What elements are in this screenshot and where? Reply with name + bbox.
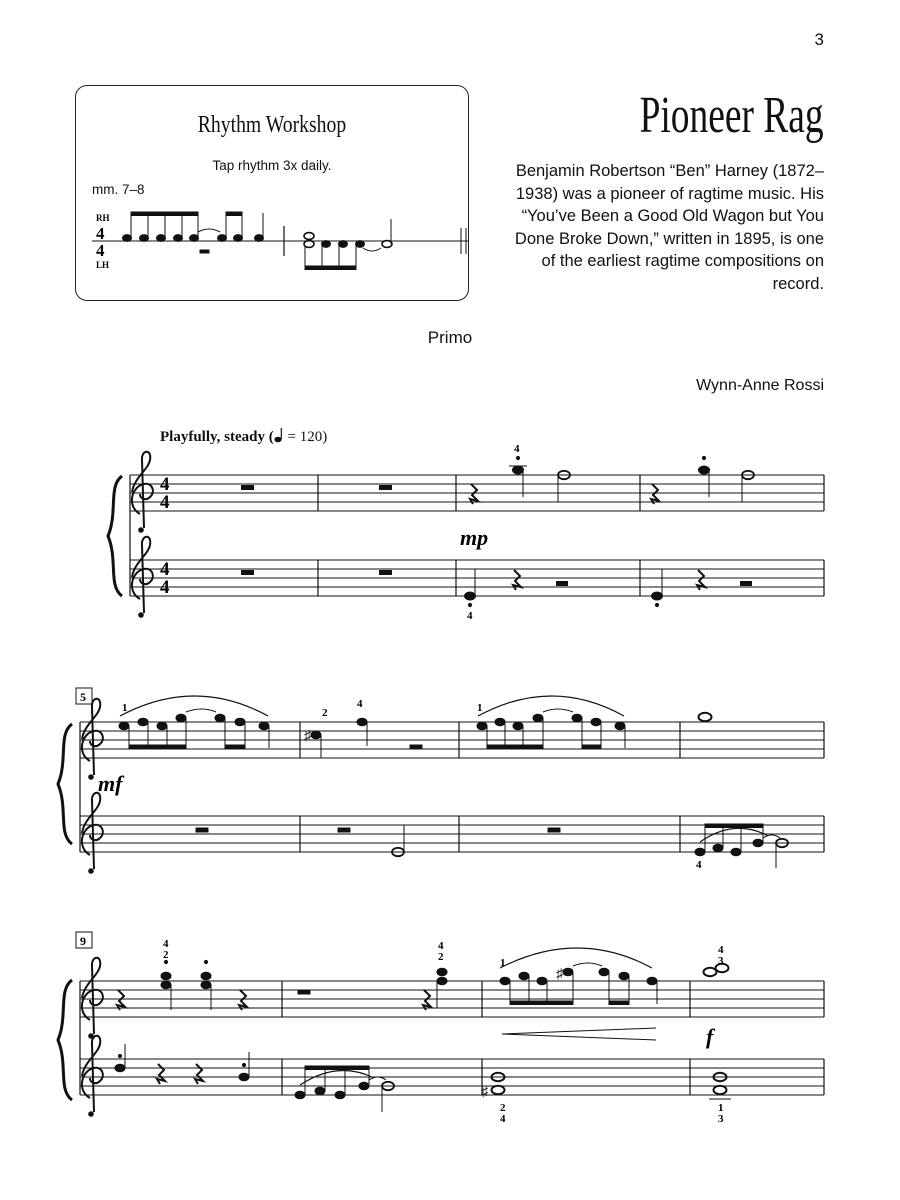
treble-clef-icon bbox=[82, 699, 103, 780]
dynamic-marking: f bbox=[706, 1024, 714, 1049]
brace-1 bbox=[108, 476, 122, 596]
measure-number: 9 bbox=[80, 934, 86, 948]
notes-3 bbox=[115, 948, 731, 1112]
fingering: 2 bbox=[500, 1102, 506, 1114]
time-sig: 4 bbox=[160, 577, 170, 598]
fingering: 1 bbox=[718, 1102, 724, 1114]
svg-text:♯: ♯ bbox=[556, 967, 563, 982]
time-sig: 4 bbox=[160, 474, 170, 495]
rhythm-workshop-title: Rhythm Workshop bbox=[197, 112, 347, 138]
fingering: 3 bbox=[718, 955, 724, 967]
system-2 bbox=[58, 688, 824, 874]
dynamic-marking: mf bbox=[98, 771, 123, 796]
notes-1 bbox=[465, 456, 755, 606]
treble-clef-icon bbox=[132, 452, 153, 533]
part-label: Primo bbox=[427, 328, 473, 347]
piece-title: Pioneer Rag bbox=[639, 87, 824, 144]
time-sig-top: 4 bbox=[96, 224, 105, 243]
fingering: 1 bbox=[122, 702, 128, 714]
svg-text:♯: ♯ bbox=[481, 1085, 488, 1100]
bass-staff-2 bbox=[80, 816, 824, 852]
fingering: 1 bbox=[477, 702, 483, 714]
time-sig: 4 bbox=[160, 559, 170, 580]
time-sig: 4 bbox=[160, 492, 170, 513]
brace-2 bbox=[58, 724, 72, 844]
fingering: 3 bbox=[718, 1113, 724, 1125]
bass-staff-3 bbox=[80, 1059, 824, 1095]
treble-clef-icon bbox=[82, 1036, 103, 1117]
lh-label: LH bbox=[96, 260, 110, 270]
fingering: 2 bbox=[163, 949, 169, 961]
brace-3 bbox=[58, 980, 72, 1100]
fingering: 4 bbox=[438, 940, 444, 952]
tempo-value: = 120) bbox=[283, 429, 328, 445]
treble-clef-icon bbox=[82, 793, 103, 874]
fingering: 2 bbox=[438, 951, 444, 963]
system-3 bbox=[58, 932, 824, 1125]
fingering: 2 bbox=[322, 707, 328, 719]
barlines-2 bbox=[80, 722, 824, 852]
treble-clef-icon bbox=[132, 537, 153, 618]
treble-staff-1 bbox=[130, 475, 824, 511]
fingering: 4 bbox=[696, 859, 702, 871]
treble-staff-3 bbox=[80, 981, 824, 1017]
rhythm-instruction: Tap rhythm 3x daily. bbox=[212, 158, 332, 173]
measure-number: 5 bbox=[80, 690, 86, 704]
rhythm-measures: mm. 7–8 bbox=[92, 182, 145, 197]
fingering: 4 bbox=[467, 610, 473, 622]
fingering: 1 bbox=[500, 957, 506, 969]
fingering: 4 bbox=[514, 443, 520, 455]
dynamic-marking: mp bbox=[460, 525, 489, 550]
tempo-text: Playfully, steady ( bbox=[160, 429, 274, 445]
fingering: 4 bbox=[500, 1113, 506, 1125]
fingering: 4 bbox=[718, 944, 724, 956]
rh-label: RH bbox=[96, 213, 110, 223]
system-1 bbox=[108, 443, 824, 622]
bass-staff-1 bbox=[130, 560, 824, 596]
treble-clef-icon bbox=[82, 958, 103, 1039]
fingering: 4 bbox=[357, 698, 363, 710]
fingering: 4 bbox=[163, 938, 169, 950]
treble-staff-2 bbox=[80, 722, 824, 758]
biography-text: Benjamin Robertson “Ben” Harney (1872–1938) was a pioneer of ragtime music. His “You’ve Been a Good Old Wagon but You Done Broke Down,” written in 1895, is one of the earliest ragtime compositions on record. bbox=[514, 162, 824, 293]
time-sig-bottom: 4 bbox=[96, 241, 105, 260]
svg-text:♯: ♯ bbox=[304, 729, 311, 744]
page-number: 3 bbox=[814, 30, 824, 49]
composer-name: Wynn-Anne Rossi bbox=[696, 377, 824, 394]
